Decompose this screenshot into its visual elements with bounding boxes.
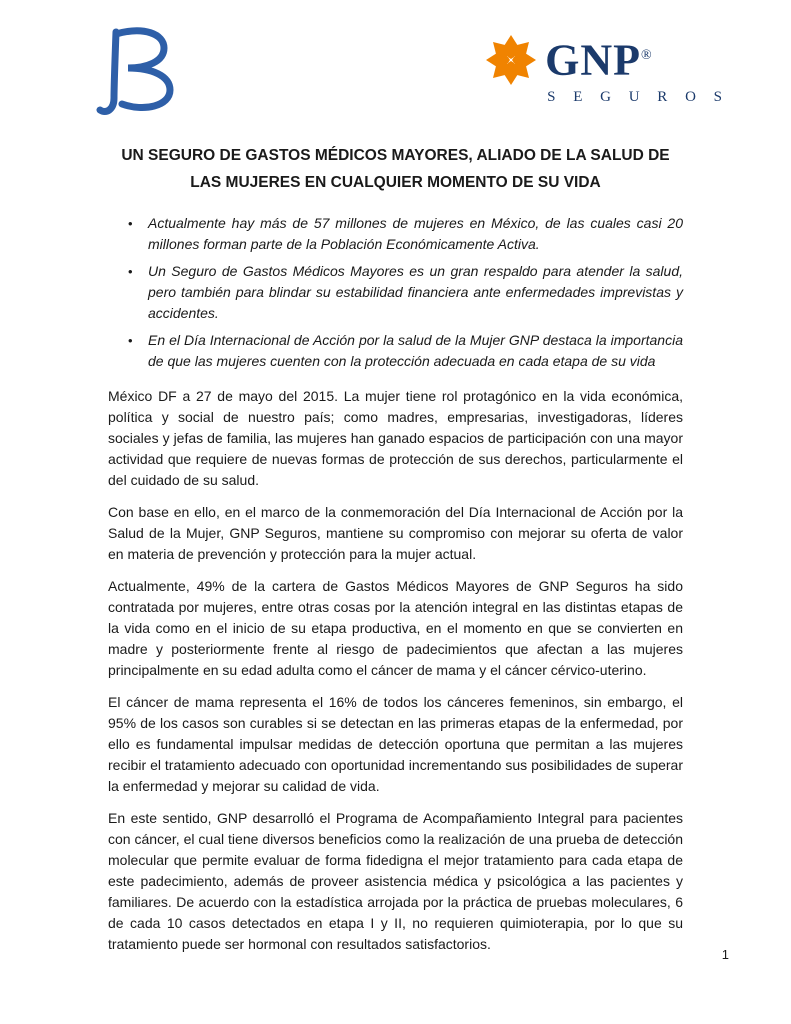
paragraph: Actualmente, 49% de la cartera de Gastos Médicos Mayores de GNP Seguros ha sido contratada por mujeres, entre otras cosas por la atención integral en las distintas etapas de la vida como en el inicio de su etapa productiva, en el momento en que se convierten en madre y posteriormente frente al riesgo de padecimientos que afectan a las mujeres principalmente en su edad adulta como el cáncer de mama y el cáncer cérvico-uterino. — [108, 578, 683, 678]
bullet-item: • En el Día Internacional de Acción por la salud de la Mujer GNP destaca la importancia de que las mujeres cuenten con la protección adecuada en cada etapa de su vida — [122, 330, 683, 372]
b-logo — [92, 26, 178, 118]
gnp-flower-icon — [485, 34, 537, 86]
registered-mark: ® — [641, 48, 653, 63]
bullet-item: • Un Seguro de Gastos Médicos Mayores es un gran respaldo para atender la salud, pero también para blindar su estabilidad financiera ante enfermedades imprevistas y accidentes. — [122, 261, 683, 324]
paragraph: Con base en ello, en el marco de la conmemoración del Día Internacional de Acción por la Salud de la Mujer, GNP Seguros, mantiene su compromiso con mejorar su oferta de valor en materia de prevención y protección para la mujer actual. — [108, 504, 683, 562]
paragraph-dateline: México DF a 27 de mayo del 2015. La mujer tiene rol protagónico en la vida económica, política y social de nuestro país; como madres, empresarias, investigadoras, líderes sociales y jefas de familia, las mujeres han ganado espacios de participación con una mayor actividad que requiere de nuevas formas de protección de sus derechos, particularmente el del cuidado de su salud. — [108, 388, 683, 488]
document-header — [0, 0, 791, 120]
body-copy — [108, 386, 683, 955]
document-content — [0, 142, 791, 955]
gnp-subtitle: S E G U R O S — [547, 88, 729, 105]
b-logo-icon — [92, 26, 178, 118]
gnp-wordmark: GNP® — [545, 35, 653, 85]
bullet-item: • Actualmente hay más de 57 millones de mujeres en México, de las cuales casi 20 millones forman parte de la Población Económicamente Activa. — [122, 213, 683, 255]
highlight-bullet-list — [108, 213, 683, 372]
document-title: UN SEGURO DE GASTOS MÉDICOS MAYORES, ALIADO DE LA SALUD DE LAS MUJERES EN CUALQUIER MOMENTO DE SU VIDA — [121, 147, 670, 191]
gnp-seguros-logo — [485, 34, 729, 106]
page-number: 1 — [721, 947, 729, 962]
paragraph: El cáncer de mama representa el 16% de todos los cánceres femeninos, sin embargo, el 95% de los casos son curables si se detectan en las primeras etapas de la enfermedad, por ello es fundamental impulsar medidas de detección oportuna que permitan a las mujeres recibir el tratamiento adecuado con oportunidad incrementando sus posibilidades de superar la enfermedad y mejorar su calidad de vida. — [108, 694, 683, 794]
paragraph: En este sentido, GNP desarrolló el Programa de Acompañamiento Integral para pacientes con cáncer, el cual tiene diversos beneficios como la realización de una prueba de detección molecular que permite evaluar de forma fidedigna el mejor tratamiento para cada etapa de este padecimiento, además de proveer asistencia médica y psicológica a las pacientes y familiares. De acuerdo con la estadística arrojada por la práctica de pruebas moleculares, 6 de cada 10 casos detectados en etapa I y II, no requieren quimioterapia, por lo que su tratamiento puede ser hormonal con resultados satisfactorios. — [108, 810, 683, 952]
gnp-wordmark-block — [545, 34, 729, 106]
